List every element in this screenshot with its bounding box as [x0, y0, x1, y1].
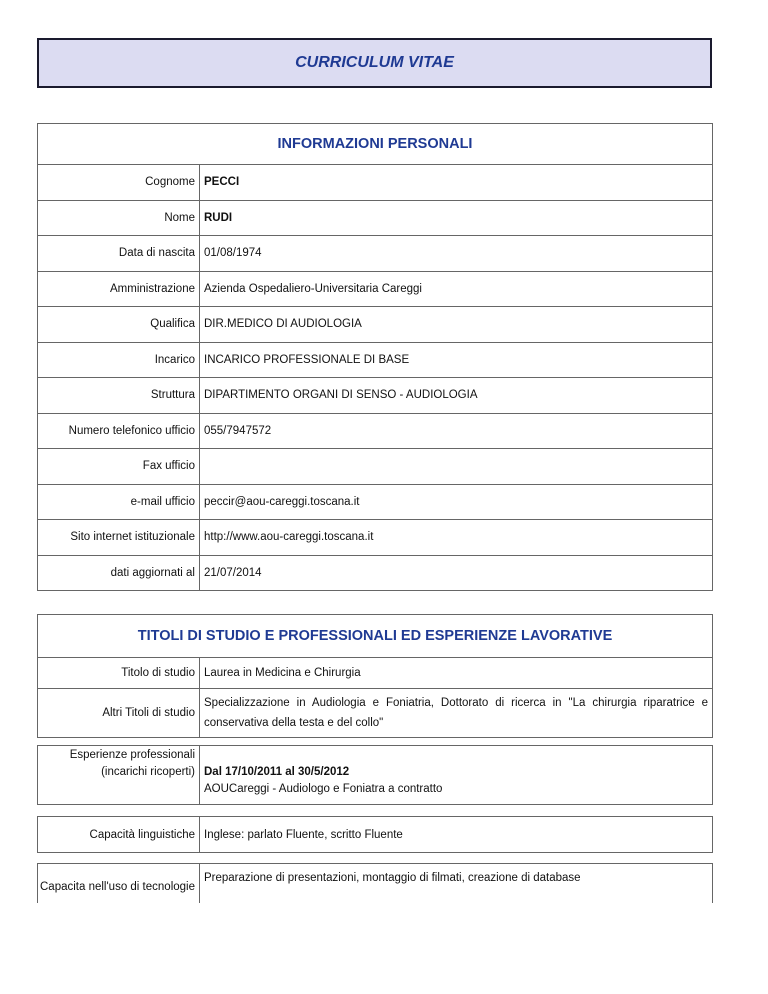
personal-info-label: Qualifica	[38, 307, 200, 342]
personal-info-row	[38, 201, 712, 237]
personal-info-row	[38, 378, 712, 414]
cv-title: CURRICULUM VITAE	[295, 54, 454, 71]
personal-info-label: Incarico	[38, 343, 200, 378]
experience-value	[200, 746, 712, 804]
experience-description: AOUCareggi - Audiologo e Foniatra a contratto	[204, 783, 443, 795]
personal-info-label: Data di nascita	[38, 236, 200, 271]
technology-label: Capacita nell'uso di tecnologie	[38, 864, 200, 903]
personal-info-row	[38, 272, 712, 308]
personal-info-row	[38, 414, 712, 450]
personal-info-row	[38, 485, 712, 521]
personal-info-value: peccir@aou-careggi.toscana.it	[204, 495, 360, 508]
other-titles-label: Altri Titoli di studio	[38, 689, 200, 737]
personal-info-label: Cognome	[38, 165, 200, 200]
personal-info-row	[38, 520, 712, 556]
personal-info-heading: INFORMAZIONI PERSONALI	[38, 124, 712, 165]
personal-info-row	[38, 343, 712, 379]
titles-section	[37, 614, 713, 738]
personal-info-value: RUDI	[204, 211, 233, 224]
personal-info-value: 21/07/2014	[204, 566, 262, 579]
study-title-row	[38, 658, 712, 689]
personal-info-label: Amministrazione	[38, 272, 200, 307]
titles-heading: TITOLI DI STUDIO E PROFESSIONALI ED ESPERIENZE LAVORATIVE	[38, 615, 712, 658]
personal-info-label: Nome	[38, 201, 200, 236]
personal-info-label: e-mail ufficio	[38, 485, 200, 520]
personal-info-value: http://www.aou-careggi.toscana.it	[204, 531, 374, 544]
study-title-label: Titolo di studio	[38, 658, 200, 688]
other-titles-row	[38, 689, 712, 737]
personal-info-row	[38, 449, 712, 485]
experience-box	[37, 745, 713, 805]
cv-title-box	[37, 38, 712, 88]
other-titles-value: Specializzazione in Audiologia e Foniatria, Dottorato di ricerca in "La chirurgia riparatrice e conservativa della testa e del collo"	[204, 697, 708, 729]
languages-box	[37, 816, 713, 853]
languages-value: Inglese: parlato Fluente, scritto Fluente	[204, 828, 403, 841]
study-title-value: Laurea in Medicina e Chirurgia	[204, 667, 361, 679]
personal-info-value: 01/08/1974	[204, 247, 262, 260]
personal-info-label: Numero telefonico ufficio	[38, 414, 200, 449]
personal-info-value: DIPARTIMENTO ORGANI DI SENSO - AUDIOLOGIA	[204, 389, 478, 402]
personal-info-value: INCARICO PROFESSIONALE DI BASE	[204, 353, 410, 366]
personal-info-label: Sito internet istituzionale	[38, 520, 200, 555]
personal-info-label: Struttura	[38, 378, 200, 413]
personal-info-label: Fax ufficio	[38, 449, 200, 484]
personal-info-value	[200, 449, 712, 484]
personal-info-row	[38, 556, 712, 591]
personal-info-row	[38, 236, 712, 272]
personal-info-label: dati aggiornati al	[38, 556, 200, 591]
technology-box	[37, 863, 713, 903]
experience-label-line2: (incarichi ricoperti)	[101, 766, 195, 778]
personal-info-section	[37, 123, 713, 591]
experience-label	[38, 746, 200, 804]
experience-period: Dal 17/10/2011 al 30/5/2012	[204, 766, 350, 778]
experience-label-line1: Esperienze professionali	[69, 749, 195, 761]
languages-label: Capacità linguistiche	[38, 817, 200, 852]
personal-info-value: DIR.MEDICO DI AUDIOLOGIA	[204, 318, 362, 331]
personal-info-value: PECCI	[204, 176, 240, 189]
personal-info-value: 055/7947572	[204, 424, 272, 437]
personal-info-value: Azienda Ospedaliero-Universitaria Careggi	[204, 282, 422, 295]
personal-info-row	[38, 307, 712, 343]
technology-value: Preparazione di presentazioni, montaggio di filmati, creazione di database	[204, 872, 581, 884]
personal-info-row	[38, 165, 712, 201]
